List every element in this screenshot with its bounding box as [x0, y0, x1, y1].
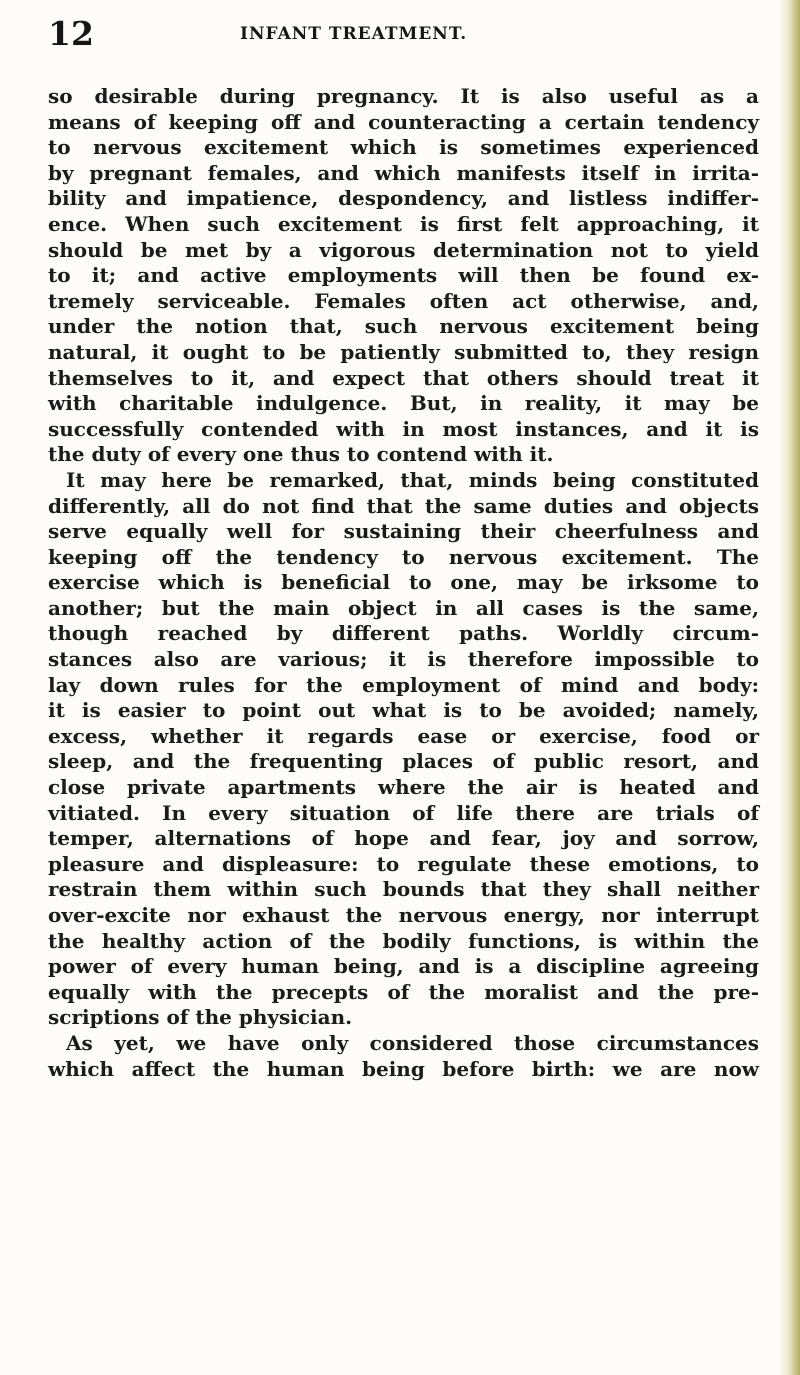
text-line: natural, it ought to be patiently submitted to, they resign	[48, 339, 759, 364]
text-line: should be met by a vigorous determination not to yield	[48, 237, 759, 262]
text-line: tremely serviceable. Females often act otherwise, and,	[48, 288, 759, 313]
text-line: close private apartments where the air is heated and	[48, 775, 759, 800]
text-line: by pregnant females, and which manifests itself in irrita-	[48, 160, 759, 185]
text-line: excess, whether it regards ease or exercise, food or	[48, 723, 759, 748]
text-line: it is easier to point out what is to be avoided; namely,	[48, 698, 759, 723]
text-line: which affect the human being before birth: we are now	[48, 1056, 759, 1081]
text-line: under the notion that, such nervous excitement being	[48, 314, 759, 339]
text-line: It may here be remarked, that, minds being constituted	[66, 467, 759, 492]
text-line: successfully contended with in most instances, and it is	[48, 416, 759, 441]
text-line: vitiated. In every situation of life there are trials of	[48, 800, 759, 825]
text-line: bility and impatience, despondency, and listless indiffer-	[48, 186, 759, 211]
text-line: the duty of every one thus to contend with it.	[48, 442, 554, 467]
text-line: sleep, and the frequenting places of public resort, and	[48, 749, 759, 774]
text-line: so desirable during pregnancy. It is also useful as a	[48, 84, 759, 108]
text-line: power of every human being, and is a discipline agreeing	[48, 954, 759, 979]
text-line: to it; and active employments will then be found ex-	[48, 263, 759, 288]
text-line: ence. When such excitement is first felt approaching, it	[48, 211, 759, 236]
text-line: another; but the main object in all cases is the same,	[48, 595, 759, 620]
text-line: pleasure and displeasure: to regulate these emotions, to	[48, 851, 759, 876]
text-line: with charitable indulgence. But, in reality, it may be	[48, 391, 759, 416]
text-line: means of keeping off and counteracting a certain tendency	[48, 109, 759, 134]
text-line: though reached by different paths. Worldly circum-	[48, 621, 759, 646]
page-edge-shading	[778, 0, 800, 1375]
text-line: stances also are various; it is therefore impossible to	[48, 647, 759, 672]
text-line: lay down rules for the employment of mind and body:	[48, 672, 759, 697]
text-line: differently, all do not find that the same duties and objects	[48, 493, 759, 518]
text-line: temper, alternations of hope and fear, joy and sorrow,	[48, 826, 759, 851]
page-header	[48, 14, 788, 54]
text-line: scriptions of the physician.	[48, 1005, 353, 1030]
text-line: to nervous excitement which is sometimes experienced	[48, 135, 759, 160]
text-line: As yet, we have only considered those circumstances	[66, 1030, 759, 1055]
text-line: equally with the precepts of the moralist and the pre-	[48, 979, 759, 1004]
text-line: restrain them within such bounds that they shall neither	[48, 877, 759, 902]
text-line: the healthy action of the bodily functions, is within the	[48, 928, 759, 953]
text-line: keeping off the tendency to nervous excitement. The	[48, 544, 759, 569]
text-line: themselves to it, and expect that others should treat it	[48, 365, 759, 390]
body-text	[48, 84, 759, 1082]
running-head: INFANT TREATMENT.	[240, 24, 468, 44]
text-line: serve equally well for sustaining their cheerfulness and	[48, 519, 759, 544]
page-number: 12	[48, 14, 94, 53]
text-line: exercise which is beneficial to one, may be irksome to	[48, 570, 759, 595]
text-line: over-excite nor exhaust the nervous energy, nor interrupt	[48, 903, 759, 927]
